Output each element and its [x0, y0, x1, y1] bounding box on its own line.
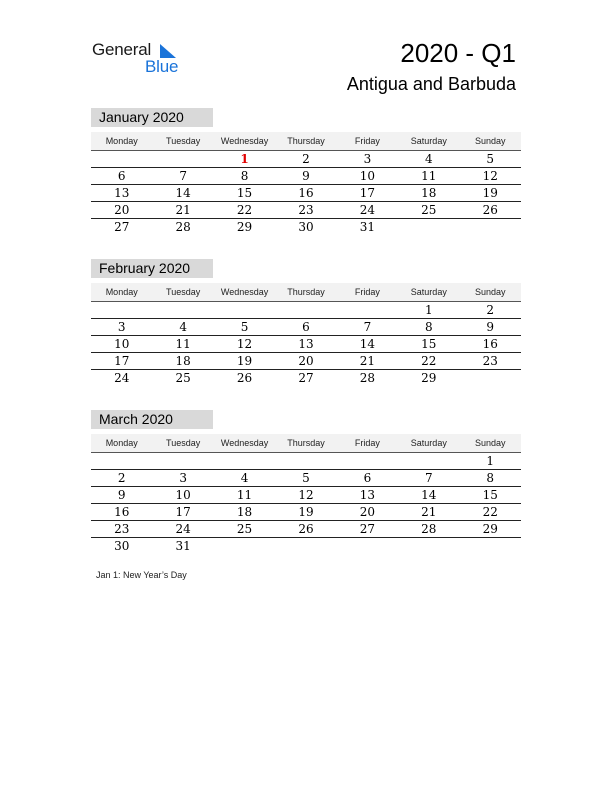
day-cell: 14	[175, 186, 191, 200]
empty-day-cell	[91, 151, 152, 167]
empty-day-cell	[337, 538, 398, 554]
day-cell: 19	[482, 186, 498, 200]
weekday-header: Monday	[105, 136, 138, 146]
day-cell: 6	[302, 320, 310, 334]
week-row	[91, 538, 521, 554]
day-cell: 28	[421, 522, 437, 536]
weekday-header: Tuesday	[166, 136, 201, 146]
week-row	[91, 319, 521, 336]
weekday-header: Friday	[354, 438, 380, 448]
day-cell: 21	[421, 505, 437, 519]
day-cell: 18	[175, 354, 191, 368]
day-cell: 27	[298, 371, 314, 385]
month-february	[91, 259, 521, 386]
day-cell: 13	[298, 337, 314, 351]
empty-day-cell	[91, 302, 152, 318]
day-cell: 14	[359, 337, 376, 351]
day-cell: 7	[425, 471, 433, 485]
logo	[92, 40, 192, 76]
day-cell: 12	[482, 169, 498, 183]
day-cell: 15	[421, 337, 437, 351]
week-row	[91, 302, 521, 319]
empty-day-cell	[152, 302, 213, 318]
weekday-header: Tuesday	[166, 438, 201, 448]
weekday-header: Sunday	[474, 438, 506, 448]
weekday-header: Wednesday	[220, 136, 269, 146]
day-cell: 1	[240, 152, 249, 166]
day-cell: 12	[236, 337, 253, 351]
day-cell: 30	[298, 220, 314, 234]
weekday-header: Monday	[105, 287, 138, 297]
empty-day-cell	[214, 302, 275, 318]
week-row	[91, 336, 521, 353]
empty-day-cell	[275, 302, 336, 318]
day-cell: 11	[421, 169, 437, 183]
day-cell: 17	[114, 354, 130, 368]
empty-day-cell	[398, 219, 459, 235]
day-cell: 18	[236, 505, 253, 519]
week-row	[91, 470, 521, 487]
day-cell: 2	[486, 303, 495, 317]
empty-day-cell	[214, 453, 275, 469]
day-cell: 23	[482, 354, 498, 368]
day-cell: 23	[114, 522, 130, 536]
logo-triangle-icon	[160, 44, 176, 58]
empty-day-cell	[460, 370, 521, 386]
week-row	[91, 168, 521, 185]
weekday-header: Thursday	[287, 438, 325, 448]
weekday-header: Friday	[354, 287, 380, 297]
day-cell: 20	[114, 203, 130, 217]
empty-day-cell	[214, 538, 275, 554]
weekday-header: Sunday	[474, 287, 506, 297]
day-cell: 9	[486, 320, 495, 334]
day-cell: 11	[175, 337, 191, 351]
page-title: 2020 - Q1	[400, 38, 516, 68]
day-cell: 4	[240, 471, 249, 485]
country-name: Antigua and Barbuda	[346, 74, 516, 94]
weekday-header-row	[91, 434, 521, 453]
empty-day-cell	[460, 219, 521, 235]
empty-day-cell	[91, 453, 152, 469]
weekday-header-row	[91, 283, 521, 302]
day-cell: 25	[236, 522, 253, 536]
day-cell: 5	[240, 320, 249, 334]
month-name: February 2020	[91, 259, 213, 278]
day-cell: 8	[425, 320, 433, 334]
day-cell: 19	[236, 354, 253, 368]
day-cell: 25	[175, 371, 191, 385]
week-row	[91, 353, 521, 370]
day-cell: 31	[359, 220, 376, 234]
month-january	[91, 108, 521, 235]
day-cell: 5	[486, 152, 495, 166]
day-cell: 19	[298, 505, 314, 519]
day-cell: 11	[236, 488, 253, 502]
weekday-header: Sunday	[474, 136, 506, 146]
empty-day-cell	[152, 151, 213, 167]
weekday-header: Monday	[105, 438, 138, 448]
day-cell: 2	[302, 152, 310, 166]
day-cell: 16	[114, 505, 130, 519]
day-cell: 5	[302, 471, 310, 485]
day-cell: 15	[236, 186, 253, 200]
day-cell: 10	[359, 169, 376, 183]
day-cell: 14	[421, 488, 437, 502]
weekday-header-row	[91, 132, 521, 151]
day-cell: 30	[114, 539, 130, 553]
day-cell: 26	[236, 371, 253, 385]
day-cell: 3	[117, 320, 126, 334]
day-cell: 29	[421, 371, 437, 385]
day-cell: 9	[302, 169, 310, 183]
day-cell: 10	[175, 488, 191, 502]
day-cell: 31	[175, 539, 191, 553]
logo-text-blue: Blue	[145, 57, 179, 76]
day-cell: 12	[298, 488, 314, 502]
day-cell: 24	[175, 522, 191, 536]
day-cell: 8	[240, 169, 249, 183]
empty-day-cell	[275, 538, 336, 554]
weekday-header: Thursday	[287, 136, 325, 146]
week-row	[91, 504, 521, 521]
day-cell: 3	[179, 471, 187, 485]
weekday-header: Thursday	[287, 287, 325, 297]
day-cell: 15	[482, 488, 498, 502]
logo-text-general: General	[92, 40, 152, 59]
day-cell: 17	[175, 505, 191, 519]
day-cell: 7	[363, 320, 372, 334]
week-row	[91, 219, 521, 235]
day-cell: 20	[298, 354, 314, 368]
day-cell: 28	[359, 371, 376, 385]
weekday-header: Saturday	[410, 438, 447, 448]
weekday-header: Wednesday	[220, 287, 269, 297]
day-cell: 26	[298, 522, 314, 536]
day-cell: 2	[117, 471, 126, 485]
day-cell: 23	[298, 203, 314, 217]
day-cell: 22	[482, 505, 498, 519]
day-cell: 16	[482, 337, 498, 351]
empty-day-cell	[337, 453, 398, 469]
weekday-header: Tuesday	[166, 287, 201, 297]
week-row	[91, 202, 521, 219]
day-cell: 24	[359, 203, 376, 217]
day-cell: 13	[359, 488, 376, 502]
empty-day-cell	[398, 538, 459, 554]
day-cell: 1	[425, 303, 433, 317]
day-cell: 6	[363, 471, 372, 485]
week-row	[91, 370, 521, 386]
day-cell: 8	[486, 471, 495, 485]
day-cell: 6	[117, 169, 126, 183]
day-cell: 20	[359, 505, 376, 519]
day-cell: 22	[236, 203, 253, 217]
day-cell: 21	[175, 203, 191, 217]
day-cell: 18	[421, 186, 437, 200]
day-cell: 4	[425, 152, 433, 166]
week-row	[91, 521, 521, 538]
month-march	[91, 410, 521, 554]
day-cell: 10	[114, 337, 130, 351]
day-cell: 27	[359, 522, 376, 536]
day-cell: 17	[359, 186, 376, 200]
empty-day-cell	[275, 453, 336, 469]
empty-day-cell	[398, 453, 459, 469]
day-cell: 25	[421, 203, 437, 217]
empty-day-cell	[337, 302, 398, 318]
weekday-header: Saturday	[410, 287, 447, 297]
day-cell: 28	[175, 220, 191, 234]
weekday-header: Friday	[354, 136, 380, 146]
weekday-header: Wednesday	[220, 438, 269, 448]
month-name: January 2020	[91, 108, 213, 127]
day-cell: 4	[179, 320, 187, 334]
day-cell: 1	[486, 454, 495, 468]
day-cell: 13	[114, 186, 130, 200]
day-cell: 29	[482, 522, 498, 536]
empty-day-cell	[460, 538, 521, 554]
holiday-note: Jan 1: New Year’s Day	[96, 570, 187, 580]
day-cell: 29	[236, 220, 253, 234]
week-row	[91, 453, 521, 470]
day-cell: 27	[114, 220, 130, 234]
day-cell: 7	[179, 169, 187, 183]
month-name: March 2020	[91, 410, 213, 429]
day-cell: 24	[114, 371, 130, 385]
week-row	[91, 185, 521, 202]
day-cell: 9	[117, 488, 126, 502]
week-row	[91, 487, 521, 504]
day-cell: 16	[298, 186, 314, 200]
holiday-notes	[96, 570, 187, 580]
week-row	[91, 151, 521, 168]
weekday-header: Saturday	[410, 136, 447, 146]
day-cell: 22	[421, 354, 437, 368]
day-cell: 3	[363, 152, 372, 166]
day-cell: 26	[482, 203, 498, 217]
empty-day-cell	[152, 453, 213, 469]
day-cell: 21	[359, 354, 376, 368]
